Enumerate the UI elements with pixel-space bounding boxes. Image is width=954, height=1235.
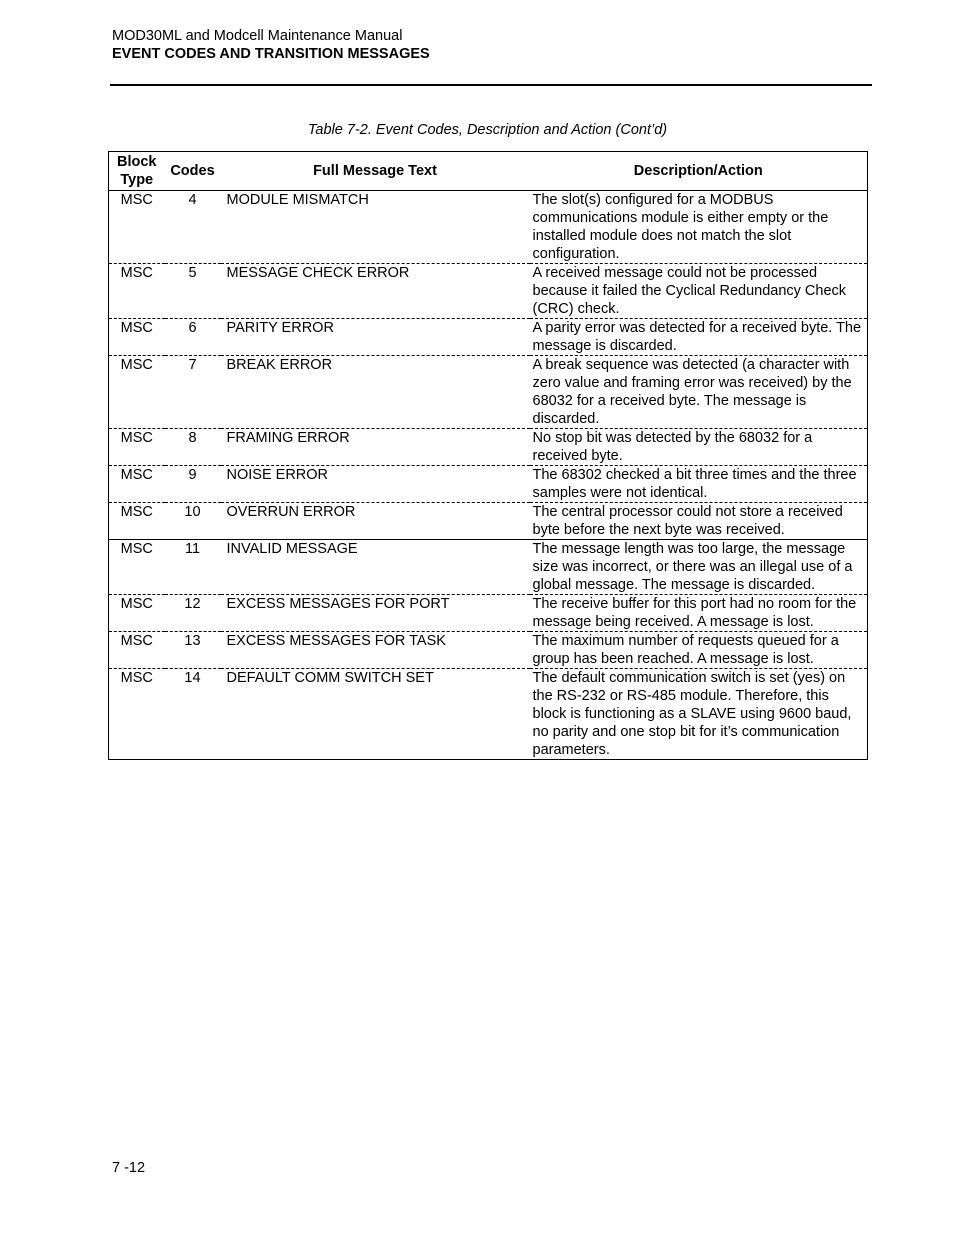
cell-code: 5 — [188, 265, 197, 281]
table-row — [109, 503, 868, 540]
cell-message: MESSAGE CHECK ERROR — [226, 265, 410, 281]
cell-block-type: MSC — [120, 670, 153, 686]
page-number: 7 -12 — [112, 1160, 146, 1176]
cell-code: 10 — [184, 504, 201, 520]
cell-description: The 68302 checked a bit three times and the three samples were not identical. — [532, 467, 857, 501]
manual-title: MOD30ML and Modcell Maintenance Manual — [112, 28, 403, 44]
table-row — [109, 466, 868, 503]
cell-code: 14 — [184, 670, 201, 686]
cell-block-type: MSC — [120, 467, 153, 483]
col-header-block-type: Block Type — [117, 154, 157, 188]
cell-description: The receive buffer for this port had no room for the message being received. A message is lost. — [532, 596, 857, 630]
cell-description: No stop bit was detected by the 68032 for a received byte. — [532, 430, 813, 464]
cell-description: A parity error was detected for a received byte. The message is discarded. — [532, 320, 862, 354]
table-header-row — [109, 152, 868, 191]
page-header — [112, 27, 430, 63]
cell-code: 6 — [188, 320, 197, 336]
cell-code: 7 — [188, 357, 197, 373]
cell-message: FRAMING ERROR — [226, 430, 350, 446]
cell-description: The maximum number of requests queued for a group has been reached. A message is lost. — [532, 633, 839, 667]
cell-code: 13 — [184, 633, 201, 649]
cell-block-type: MSC — [120, 596, 153, 612]
cell-block-type: MSC — [120, 192, 153, 208]
cell-message: OVERRUN ERROR — [226, 504, 356, 520]
cell-message: EXCESS MESSAGES FOR TASK — [226, 633, 446, 649]
cell-code: 9 — [188, 467, 197, 483]
table-row — [109, 669, 868, 760]
cell-code: 8 — [188, 430, 197, 446]
header-rule — [110, 84, 872, 86]
cell-message: INVALID MESSAGE — [226, 541, 358, 557]
table-row — [109, 632, 868, 669]
table-row — [109, 264, 868, 319]
cell-block-type: MSC — [120, 504, 153, 520]
cell-code: 12 — [184, 596, 201, 612]
cell-message: PARITY ERROR — [226, 320, 334, 336]
cell-description: The central processor could not store a received byte before the next byte was received. — [532, 504, 843, 538]
table-row — [109, 191, 868, 264]
cell-block-type: MSC — [120, 430, 153, 446]
table-row — [109, 595, 868, 632]
cell-block-type: MSC — [120, 357, 153, 373]
cell-code: 11 — [184, 541, 201, 557]
table-body — [109, 191, 868, 760]
col-header-message: Full Message Text — [313, 163, 437, 179]
cell-block-type: MSC — [120, 541, 153, 557]
cell-message: NOISE ERROR — [226, 467, 329, 483]
cell-description: A break sequence was detected (a character with zero value and framing error was received) by the 68032 for a received byte. The message is discarded. — [532, 357, 852, 427]
cell-code: 4 — [188, 192, 197, 208]
cell-message: MODULE MISMATCH — [226, 192, 369, 208]
col-header-codes: Codes — [170, 163, 215, 179]
cell-message: DEFAULT COMM SWITCH SET — [226, 670, 434, 686]
table-row — [109, 429, 868, 466]
cell-message: EXCESS MESSAGES FOR PORT — [226, 596, 450, 612]
cell-description: A received message could not be processed because it failed the Cyclical Redundancy Check (CRC) check. — [532, 265, 847, 317]
cell-block-type: MSC — [120, 320, 153, 336]
event-codes-table — [108, 151, 868, 760]
cell-description: The default communication switch is set (yes) on the RS-232 or RS-485 module. Therefore, this block is functioning as a SLAVE using 9600 baud, no parity and one stop bit for it’s communication parameters. — [532, 670, 852, 758]
col-header-description: Description/Action — [633, 163, 763, 179]
cell-description: The message length was too large, the message size was incorrect, or there was an illegal use of a global message. The message is discarded. — [532, 541, 853, 593]
table-row — [109, 540, 868, 595]
cell-block-type: MSC — [120, 265, 153, 281]
cell-block-type: MSC — [120, 633, 153, 649]
table-row — [109, 319, 868, 356]
table-caption: Table 7-2. Event Codes, Description and Action (Cont’d) — [307, 122, 668, 138]
section-title: EVENT CODES AND TRANSITION MESSAGES — [112, 46, 430, 62]
cell-description: The slot(s) configured for a MODBUS communications module is either empty or the installed module does not match the slot configuration. — [532, 192, 829, 262]
table-row — [109, 356, 868, 429]
cell-message: BREAK ERROR — [226, 357, 333, 373]
